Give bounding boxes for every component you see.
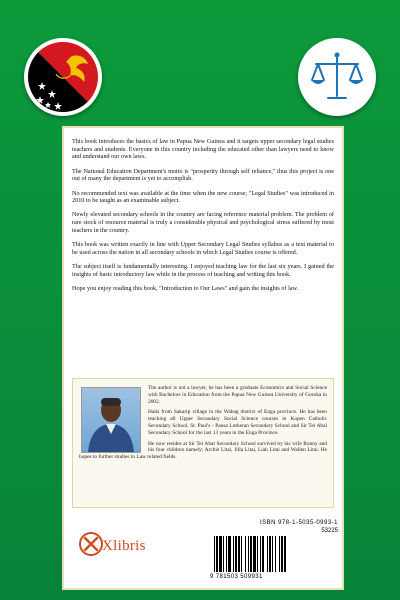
blurb-paragraph: Newly elevated secondary schools in the country are facing reference material problem. The problem of rare stock of resource material is truly a considerable physical and psychological stress suffered by most teachers in the country. xyxy=(72,211,334,234)
xlibris-emblem-icon xyxy=(78,530,104,558)
author-bio-box xyxy=(72,378,334,508)
barcode-bars xyxy=(210,536,338,574)
blurb-paragraph: This book was written exactly in line with Upper Secondary Legal Studies syllabus as a text material to be used across the nation in all secondary schools in which Legal Studies course is offered. xyxy=(72,241,334,256)
blurb-text xyxy=(72,138,334,299)
publisher-logo xyxy=(78,526,168,560)
blurb-paragraph: No recommended text was available at the time when the new course; "Legal Studies" was introduced in 2010 to be taught as an examinable subject. xyxy=(72,189,334,205)
blurb-paragraph: The National Education Department's motto is "prosperity through self reliance," thus this project is one out of many the department is yet to accomplish. xyxy=(72,167,334,183)
scales-of-justice-icon xyxy=(298,38,376,116)
isbn-label: ISBN 978-1-5035-0993-1 xyxy=(259,520,338,526)
author-bio-paragraph: He now resides at Sir Tei Abal Secondary School survived by his wife Ronny and his four children namely; Archie Litai, Jilla Litai, Liah Litai and Wallen Litai. He hopes to further studies in Law related fields. xyxy=(79,440,327,461)
blurb-paragraph: The subject itself is fundamentally interesting. I enjoyed teaching law for the last six years. I gained the insights of basic introductory law while in the process of teaching and writing this book. xyxy=(72,262,334,278)
price-code: 53225 xyxy=(321,528,338,534)
author-bio-paragraph: The author is not a lawyer, he has been a graduate Economics and Social Science with Bachelors in Education from the Papua New Guinea University of Goroka in 2002. xyxy=(148,385,327,405)
back-cover-panel xyxy=(62,126,344,590)
png-flag-icon xyxy=(24,38,102,116)
blurb-paragraph: This book introduces the basics of law in Papua New Guinea and it targets upper secondary legal studies teachers and students. Everyone in this country including the educated other than lawyers need to know and understand our own laws. xyxy=(72,138,334,161)
isbn-barcode xyxy=(210,520,338,584)
author-bio-text xyxy=(79,385,327,465)
blurb-paragraph: Hope you enjoy reading this book, "Introduction to Our Laws" and gain the insights of law. xyxy=(72,284,299,292)
author-bio-paragraph: Hails from Sakarip village in the Wabag district of Enga province. He has been teaching all Upper Secondary Social Science courses in Kopen Catholic Secondary School, St. Paul's - Pausa Lutheran Secondary School and Sir Tei Abal Secondary School for the last 13 years in the Enga Province. xyxy=(148,409,327,436)
barcode-number: 9 781503 509931 xyxy=(210,574,263,580)
publisher-name: Xlibris xyxy=(102,538,146,554)
